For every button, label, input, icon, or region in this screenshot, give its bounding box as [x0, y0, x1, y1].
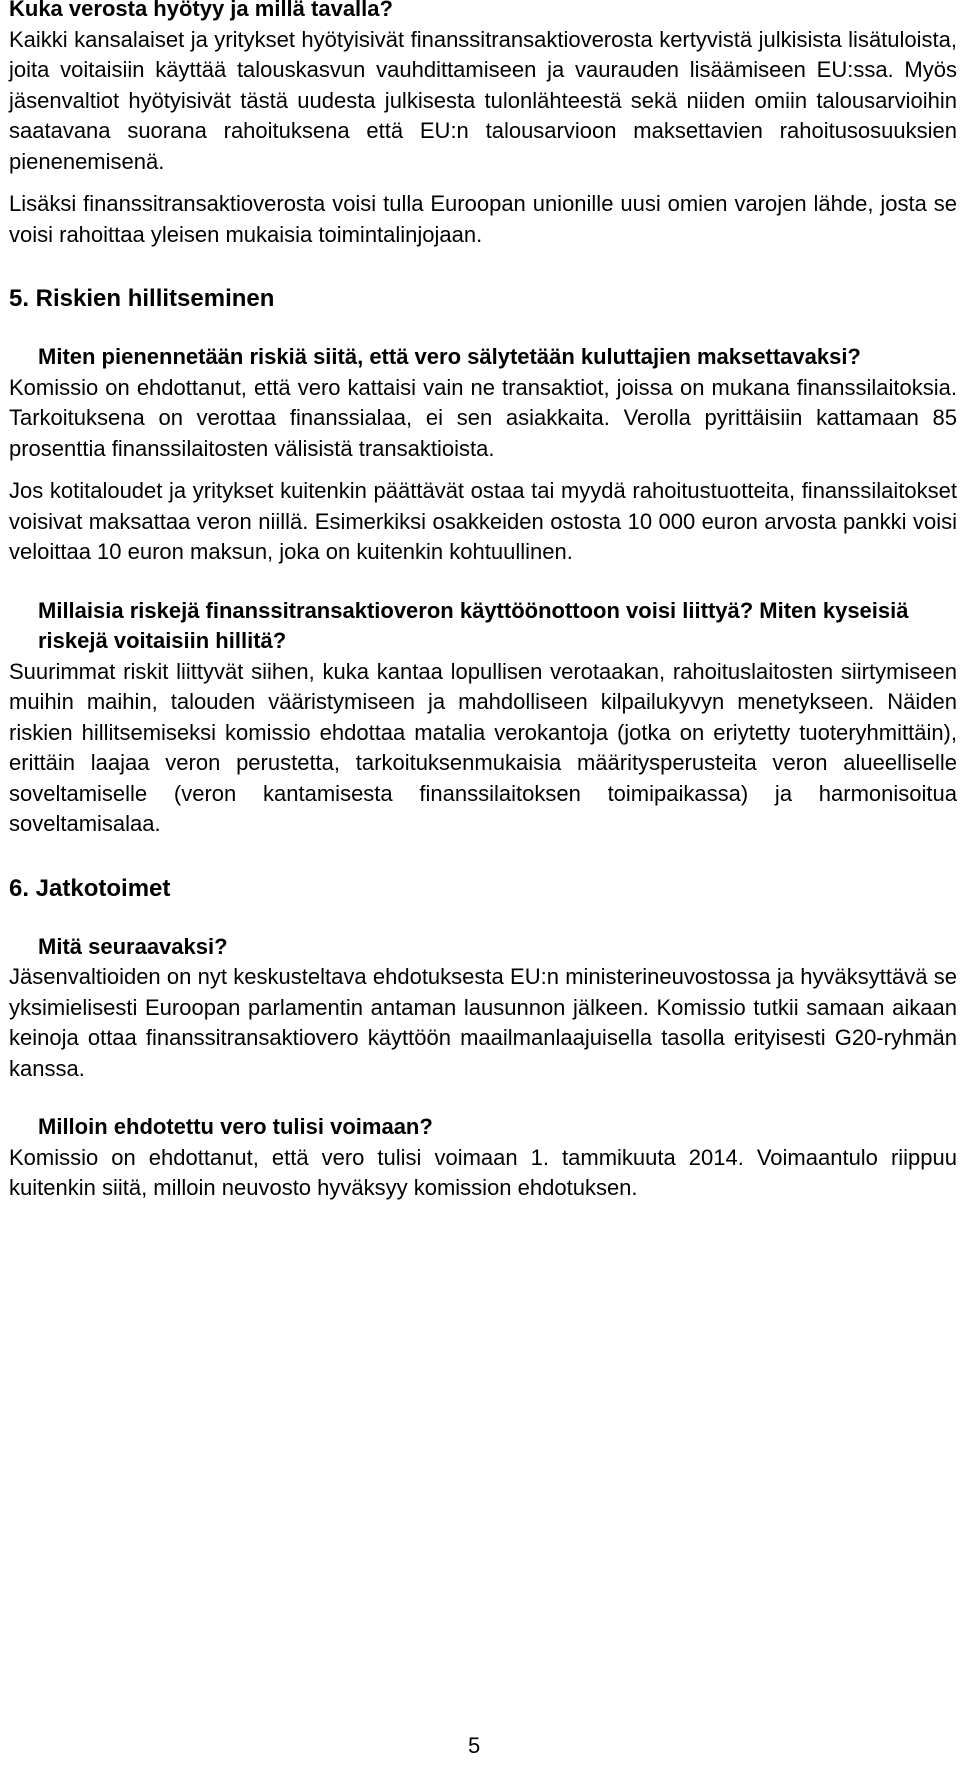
- question-heading-entry-into-force: Milloin ehdotettu vero tulisi voimaan?: [38, 1114, 433, 1139]
- paragraph-member-states: Jäsenvaltioiden on nyt keskusteltava ehdotuksesta EU:n ministerineuvostossa ja hyväksyttävä se yksimielisesti Euroopan parlamentin antaman lausunnon jälkeen. Komissio tutkii samaan aikaan keinoja ottaa finanssitransaktiovero käyttöön maailmanlaajuisella tasolla erityisesti G20-ryhmän kanssa.: [9, 964, 957, 1081]
- paragraph-financial-institutions: Komissio on ehdottanut, että vero kattaisi vain ne transaktiot, joissa on mukana finanssilaitoksia. Tarkoituksena on verottaa finanssialaa, ei sen asiakkaita. Verolla pyrittäisiin kattamaan 85 prosenttia finanssilaitosten välisistä transaktioista.: [9, 374, 957, 461]
- paragraph-major-risks: Suurimmat riskit liittyvät siihen, kuka kantaa lopullisen verotaakan, rahoituslaitosten siirtymiseen muihin maihin, talouden vääristymiseen ja mahdolliseen kilpailukyvyn menetykseen. Näiden riskien hillitsemiseksi komissio ehdottaa matalia verokantoja (jotka on eriytetty tuoteryhmittäin), erittäin laajaa veron perustetta, tarkoituksenmukaisia määritysperusteita veron alueelliselle soveltamiselle (veron kantamisesta finanssilaitoksen toimipaikassa) ja harmonisoitua soveltamisalaa.: [9, 658, 957, 836]
- section-heading-next-steps: 6. Jatkotoimet: [9, 874, 171, 902]
- question-heading-who-benefits: Kuka verosta hyötyy ja millä tavalla?: [9, 0, 393, 21]
- paragraph-households: Jos kotitaloudet ja yritykset kuitenkin päättävät ostaa tai myydä rahoitustuotteita, finanssilaitokset voisivat maksattaa veron niillä. Esimerkiksi osakkeiden ostosta 10 000 euron arvosta pankki voisi veloittaa 10 euron maksun, joka on kuitenkin kohtuullinen.: [9, 478, 957, 564]
- paragraph-benefits: Kaikki kansalaiset ja yritykset hyötyisivät finanssitransaktioverosta kertyvistä julkisista lisätuloista, joita voitaisiin käyttää talouskasvun vauhdittamiseen ja vaurauden lisäämiseen EU:ssa. Myös jäsenvaltiot hyötyisivät tästä uudesta julkisesta tulonlähteestä sekä niiden omiin talousarvioihin saatavana suorana rahoituksena että EU:n talousarvioon maksettavien rahoitusosuuksien pienenemisenä.: [9, 26, 957, 174]
- question-heading-risks: Millaisia riskejä finanssitransaktioveron käyttöönottoon voisi liittyä? Miten kyseisiä riskejä voitaisiin hillitä?: [38, 597, 909, 653]
- paragraph-own-resources: Lisäksi finanssitransaktioverosta voisi tulla Euroopan unionille uusi omien varojen lähde, josta se voisi rahoittaa yleisen mukaisia toimintalinjojaan.: [9, 191, 957, 247]
- question-heading-what-next: Mitä seuraavaksi?: [38, 933, 228, 959]
- page-number: 5: [468, 1733, 481, 1758]
- section-heading-risk-mitigation: 5. Riskien hillitseminen: [9, 285, 275, 312]
- question-heading-consumer-risk: Miten pienennetään riskiä siitä, että vero sälytetään kuluttajien maksettavaksi?: [38, 344, 861, 369]
- document-body: [9, 0, 957, 1204]
- paragraph-entry-date: Komissio on ehdottanut, että vero tulisi voimaan 1. tammikuuta 2014. Voimaantulo riippuu kuitenkin siitä, milloin neuvosto hyväksyy komission ehdotuksen.: [9, 1144, 957, 1200]
